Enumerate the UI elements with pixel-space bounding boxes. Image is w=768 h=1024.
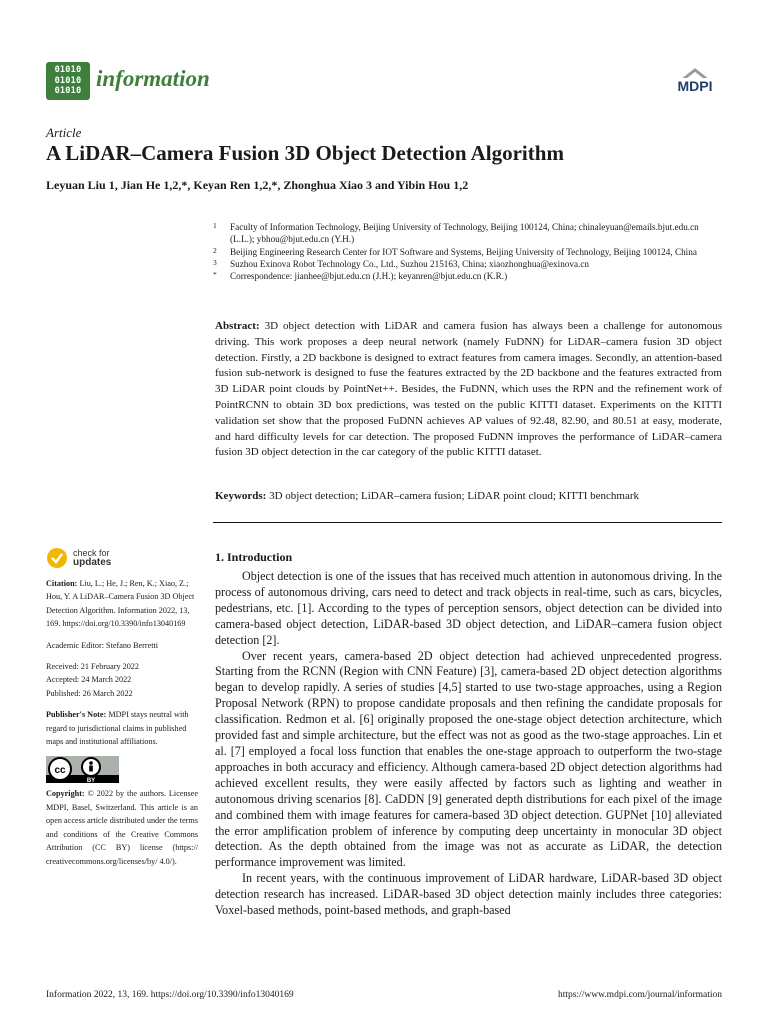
- affiliation-number: 1: [213, 221, 217, 230]
- introduction-body: [215, 569, 722, 919]
- affiliation-number: 2: [213, 245, 217, 255]
- keywords-label: Keywords:: [215, 490, 267, 502]
- publisher-note: [46, 708, 198, 748]
- check-updates-label: check for: [73, 548, 110, 558]
- check-for-updates-button[interactable]: [46, 545, 198, 571]
- affiliation-number: 3: [213, 257, 217, 267]
- author-list: Leyuan Liu 1, Jian He 1,2,*, Keyan Ren 1,2,*, Zhonghua Xiao 3 and Yibin Hou 1,2: [46, 178, 469, 192]
- article-title: A LiDAR–Camera Fusion 3D Object Detection Algorithm: [46, 141, 564, 165]
- affiliation-item: [213, 221, 723, 246]
- journal-name: information: [96, 66, 210, 91]
- academic-editor: Academic Editor: Stefano Berretti: [46, 640, 159, 650]
- body-paragraph: In recent years, with the continuous improvement of LiDAR hardware, LiDAR-based 3D object detection research has increased. LiDAR-based 3D object detection mainly includes three categories: Voxel-based methods, point-based methods, and graph-based: [215, 871, 722, 918]
- affiliation-item: [213, 258, 723, 270]
- published-date: Published: 26 March 2022: [46, 688, 133, 698]
- publisher-note-label: Publisher's Note:: [46, 710, 107, 720]
- affiliation-text: Faculty of Information Technology, Beijing University of Technology, Beijing 100124, China; chinaleyuan@emails.bjut.edu.cn (L.L.); ybhou@bjut.edu.cn (Y.H.): [230, 222, 699, 245]
- section-divider: [213, 522, 722, 523]
- abstract-label: Abstract:: [215, 320, 260, 332]
- affiliation-text: Beijing Engineering Research Center for IOT Software and Systems, Beijing University of Technology, Beijing 100124, China: [230, 246, 697, 257]
- citation-text[interactable]: Liu, L.; He, J.; Ren, K.; Xiao, Z.; Hou, Y. A LiDAR–Camera Fusion 3D Object Detection Algorithm. Information 2022, 13, 169. https://doi.org/10.3390/info13040169: [46, 579, 195, 629]
- section-heading: 1. Introduction: [215, 550, 293, 564]
- article-type: Article: [46, 125, 82, 140]
- affiliation-item: [213, 270, 723, 282]
- received-date: Received: 21 February 2022: [46, 662, 139, 672]
- copyright-text: © 2022 by the authors. Licensee MDPI, Basel, Switzerland. This article is an open access article distributed under the terms and conditions of the Creative Commons Attribution (CC BY) license (https:// creativecommons.org/licenses/by/ 4.0/).: [46, 789, 199, 866]
- footer-journal-url[interactable]: https://www.mdpi.com/journal/information: [557, 990, 722, 1000]
- logo-binary-line: 01010: [54, 86, 82, 96]
- body-paragraph: Object detection is one of the issues that has received much attention in autonomous driving. In the process of autonomous driving, cars need to detect and track objects in real-time, such as cars, bicycles, pedestrians, etc. [1]. According to the types of perception sensors, object detection can be divided into camera-based object detection, LiDAR-based 3D object detection, and LiDAR–camera fusion object detection [2].: [215, 569, 722, 647]
- svg-text:cc: cc: [54, 765, 66, 777]
- check-updates-label-bold: updates: [73, 557, 112, 568]
- affiliation-text: Correspondence: jianhee@bjut.edu.cn (J.H.); keyanren@bjut.edu.cn (K.R.): [230, 271, 508, 282]
- logo-binary-line: 01010: [54, 75, 82, 86]
- abstract: [215, 319, 722, 461]
- check-updates-icon: [46, 547, 68, 569]
- footer-citation[interactable]: Information 2022, 13, 169. https://doi.org/10.3390/info13040169: [46, 990, 294, 1000]
- publication-dates: [46, 660, 198, 700]
- keywords: [215, 489, 722, 504]
- cc-badge-text: BY: [86, 778, 96, 784]
- abstract-text: 3D object detection with LiDAR and camera fusion has always been a challenge for autonomous driving. This work proposes a deep neural network (namely FuDNN) for LiDAR–camera fusion 3D object detection. Firstly, a 2D backbone is designed to extract features from camera images. Secondly, an attention-based fusion sub-network is designed to fuse the features extracted by the 2D backbone and the features extracted from 3D LiDAR point clouds by PointNet++. Besides, the FuDNN, which uses the RPN and the refinement work of PointRCNN to obtain 3D box predictions, was tested on the public KITTI dataset. Experiments on the KITTI validation set show that the proposed FuDNN achieves AP values of 92.48, 82.90, and 80.51 at easy, moderate, and hard difficulty levels for car detection. The proposed FuDNN improves the performance of LiDAR–camera fusion 3D object detection in the car category of the public KITTI dataset.: [215, 320, 723, 459]
- journal-header: [46, 60, 722, 104]
- journal-logo: [46, 62, 90, 100]
- page-footer: [46, 990, 722, 1000]
- publisher-note-text: MDPI stays neutral with regard to jurisdictional claims in published maps and institutional affiliations.: [46, 710, 189, 747]
- affiliation-text: Suzhou Exinova Robot Technology Co., Ltd., Suzhou 215163, China; xiaozhonghua@exinova.cn: [230, 258, 590, 269]
- affiliation-number: *: [213, 270, 217, 280]
- logo-binary-line: 01010: [54, 65, 82, 75]
- citation: [46, 577, 198, 631]
- cc-by-license-badge[interactable]: [46, 756, 119, 783]
- copyright: [46, 787, 198, 867]
- citation-label: Citation:: [46, 579, 78, 588]
- body-paragraph: Over recent years, camera-based 2D object detection had achieved unprecedented progress. Starting from the RCNN (Region with CNN Feature) [3], camera-based 2D object detection algorithms began to develop rapidly. A series of studies [4,5] started to use two-stage approaches, using a Region Proposal Network (RPN) to propose candidate proposals and then refining the candidate proposals for classification. Redmon et al. [6] originally proposed the one-stage object detection architecture, which provided fast and simple architecture, but the effect was not as good as the two-stage approaches. Lin et al. [7] employed a focal loss function that enables the one-stage approach to outperform the two-stage approaches in both accuracy and efficiency. Although camera-based 2D object detection algorithms had achieved excellent results, they were easily affected by factors such as lighting and weather in autonomous driving scenarios [8]. CaDDN [9] generated depth distributions for each pixel of the image and combined them with image features for camera-based 3D object detection. GUPNet [10] alleviated the error amplification problem of inference by computing deep uncertainty in monocular 3D object detection. As the depth obtained from the image was not as accurate as LiDAR, the detection performance improvement was limited.: [215, 648, 722, 870]
- keywords-text: 3D object detection; LiDAR–camera fusion; LiDAR point cloud; KITTI benchmark: [269, 490, 640, 502]
- affiliation-item: [213, 246, 723, 258]
- copyright-label: Copyright:: [46, 789, 85, 799]
- article-sidebar: [46, 545, 198, 868]
- affiliations: [213, 221, 723, 282]
- mdpi-logo-text: MDPI: [677, 78, 713, 94]
- mdpi-logo: [668, 66, 722, 96]
- accepted-date: Accepted: 24 March 2022: [46, 675, 132, 685]
